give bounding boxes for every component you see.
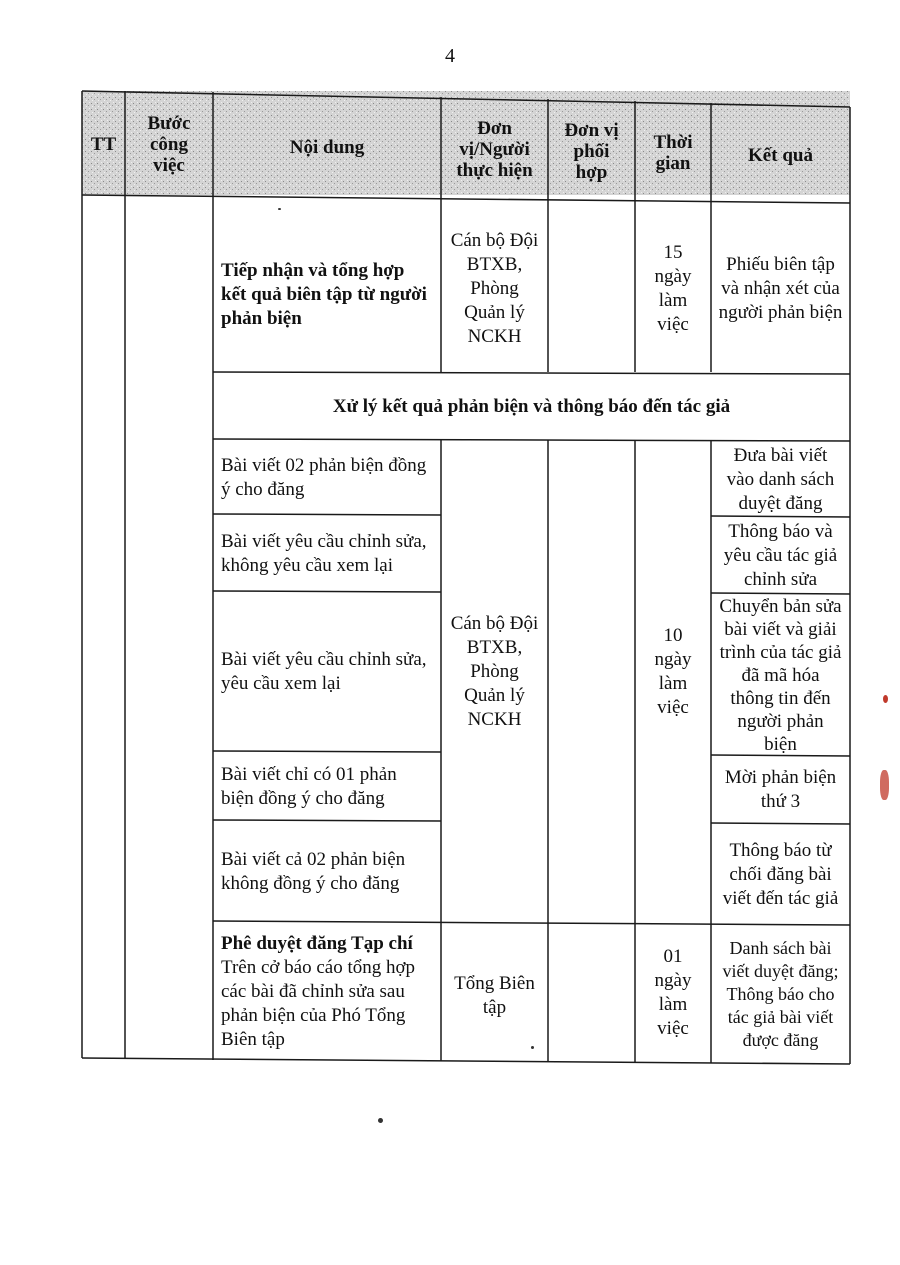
sub-row-result xyxy=(711,756,850,824)
sub-row-content xyxy=(213,441,441,515)
unit-line: NCKH xyxy=(467,325,522,347)
result-line: viết duyệt đăng; xyxy=(722,960,839,981)
phe-duyet-time xyxy=(635,924,711,1061)
sub-row-content xyxy=(213,592,441,752)
content-line: Bài viết 02 phản biện đồng xyxy=(221,455,427,476)
section-heading-text: Xử lý kết quả phản biện và thông báo đến tác giả xyxy=(332,395,731,417)
time-line: việc xyxy=(657,1017,689,1039)
header-noi-dung-label: Nội dung xyxy=(289,136,365,158)
content-line: biện đồng ý cho đăng xyxy=(221,787,385,809)
content-line: Biên tập xyxy=(221,1029,285,1050)
phe-duyet-content xyxy=(213,924,441,1060)
unit-line: Tổng Biên xyxy=(454,973,535,994)
time-line: 10 xyxy=(663,625,683,646)
content-line: yêu cầu xem lại xyxy=(221,673,341,694)
tiep-nhan-result xyxy=(711,205,850,372)
header-tt-label: TT xyxy=(90,133,117,155)
content-line: phản biện của Phó Tổng xyxy=(221,1005,406,1026)
header-phoi-hop-line: Đơn vị xyxy=(564,119,619,141)
unit-line: Cán bộ Đội xyxy=(450,229,539,251)
header-tt xyxy=(82,93,125,195)
sub-row-result xyxy=(711,442,850,517)
scan-speck xyxy=(378,1118,383,1123)
header-ket-qua xyxy=(711,103,850,207)
result-line: đã mã hóa xyxy=(741,664,820,686)
content-line: Bài viết yêu cầu chỉnh sửa, xyxy=(221,649,427,670)
content-line: không đồng ý cho đăng xyxy=(221,872,400,894)
result-line: duyệt đăng xyxy=(738,492,823,514)
result-line: viết đến tác giả xyxy=(722,887,839,909)
content-line: ý cho đăng xyxy=(221,479,305,500)
header-buoc-line: việc xyxy=(153,154,185,176)
content-line: không yêu cầu xem lại xyxy=(221,554,394,576)
result-line: chỉnh sửa xyxy=(743,568,818,590)
result-line: yêu cầu tác giả xyxy=(723,544,838,566)
result-line: Đưa bài viết xyxy=(733,444,828,466)
unit-line: tập xyxy=(482,997,507,1018)
result-line: người phản xyxy=(737,710,824,732)
result-line: Danh sách bài xyxy=(729,937,832,958)
time-line: ngày xyxy=(654,265,692,287)
content-line: Bài viết yêu cầu chỉnh sửa, xyxy=(221,530,427,552)
sub-row-content xyxy=(213,515,441,592)
time-line: việc xyxy=(657,313,689,335)
unit-line: NCKH xyxy=(467,709,522,730)
scan-speck xyxy=(883,695,888,703)
unit-line: BTXB, xyxy=(466,637,523,658)
content-line: Bài viết chỉ có 01 phản xyxy=(221,763,397,785)
header-thoi-gian xyxy=(635,101,711,205)
header-don-vi-line: vị/Người xyxy=(459,138,530,160)
scan-speck xyxy=(880,770,889,800)
header-buoc-cong-viec xyxy=(125,93,213,195)
time-line: 01 xyxy=(663,945,683,967)
phe-duyet-result xyxy=(711,925,850,1063)
header-don-vi-line: Đơn xyxy=(477,117,512,139)
sub-row-result xyxy=(711,824,850,925)
content-line: Bài viết cả 02 phản biện xyxy=(221,848,406,870)
header-don-vi-line: thực hiện xyxy=(456,159,533,181)
content-line: các bài đã chỉnh sửa sau xyxy=(221,981,405,1002)
result-line: chối đăng bài xyxy=(729,863,832,885)
sub-row-content xyxy=(213,752,441,821)
result-line: được đăng xyxy=(742,1029,819,1050)
header-don-vi-thuc-hien xyxy=(441,97,548,201)
unit-line: Phòng xyxy=(470,277,519,299)
result-line: Thông báo cho xyxy=(726,983,835,1004)
header-don-vi-phoi-hop xyxy=(548,99,635,203)
unit-line: Quản lý xyxy=(464,685,525,706)
unit-line: Cán bộ Đội xyxy=(450,613,539,634)
header-phoi-hop-line: hợp xyxy=(575,161,608,183)
result-line: người phản biện xyxy=(718,301,843,323)
content-line: phản biện xyxy=(221,307,302,329)
time-line: làm xyxy=(658,289,688,311)
unit-line: Phòng xyxy=(470,661,519,682)
phe-duyet-unit xyxy=(441,924,548,1060)
time-line: làm xyxy=(658,993,688,1015)
tiep-nhan-time xyxy=(635,205,711,372)
content-line: kết quả biên tập từ người xyxy=(221,283,427,305)
tiep-nhan-content xyxy=(213,205,441,372)
sub-row-result xyxy=(711,517,850,594)
header-thoi-gian-line: gian xyxy=(655,153,691,174)
header-buoc-line: công xyxy=(150,133,188,155)
header-buoc-line: Bước xyxy=(147,112,191,134)
time-line: ngày xyxy=(654,969,692,991)
result-line: bài viết và giải xyxy=(724,618,837,640)
result-line: Thông báo từ xyxy=(729,839,832,861)
unit-line: BTXB, xyxy=(466,253,523,275)
result-line: Mời phản biện xyxy=(724,767,837,788)
header-ket-qua-label: Kết quả xyxy=(748,144,813,166)
content-line: Tiếp nhận và tổng hợp xyxy=(221,259,405,281)
section-heading xyxy=(213,373,850,440)
page-number: 4 xyxy=(445,45,455,67)
sub-row-result xyxy=(711,594,850,756)
time-line: ngày xyxy=(654,649,692,670)
result-line: Thông báo và xyxy=(728,520,833,542)
group-unit xyxy=(441,592,548,752)
result-line: thứ 3 xyxy=(760,791,801,812)
time-line: việc xyxy=(657,697,689,718)
unit-line: Quản lý xyxy=(464,301,525,323)
header-thoi-gian-line: Thời xyxy=(653,132,693,153)
time-line: làm xyxy=(658,673,688,694)
result-line: biện xyxy=(764,733,797,755)
group-time xyxy=(635,592,711,752)
result-line: tác giả bài viết xyxy=(727,1006,834,1027)
content-line: Trên cở báo cáo tổng hợp xyxy=(221,957,416,978)
header-noi-dung xyxy=(213,95,441,199)
phe-duyet-title: Phê duyệt đăng Tạp chí xyxy=(221,933,413,954)
sub-row-content xyxy=(213,821,441,922)
result-line: vào danh sách xyxy=(726,468,835,490)
time-line: 15 xyxy=(663,241,683,263)
header-phoi-hop-line: phối xyxy=(573,140,610,162)
result-line: Chuyển bản sửa xyxy=(719,595,842,617)
result-line: thông tin đến xyxy=(730,687,831,709)
tiep-nhan-unit xyxy=(441,205,548,372)
result-line: Phiếu biên tập xyxy=(726,253,835,275)
result-line: trình của tác giả xyxy=(719,641,842,663)
result-line: và nhận xét của xyxy=(721,277,840,299)
